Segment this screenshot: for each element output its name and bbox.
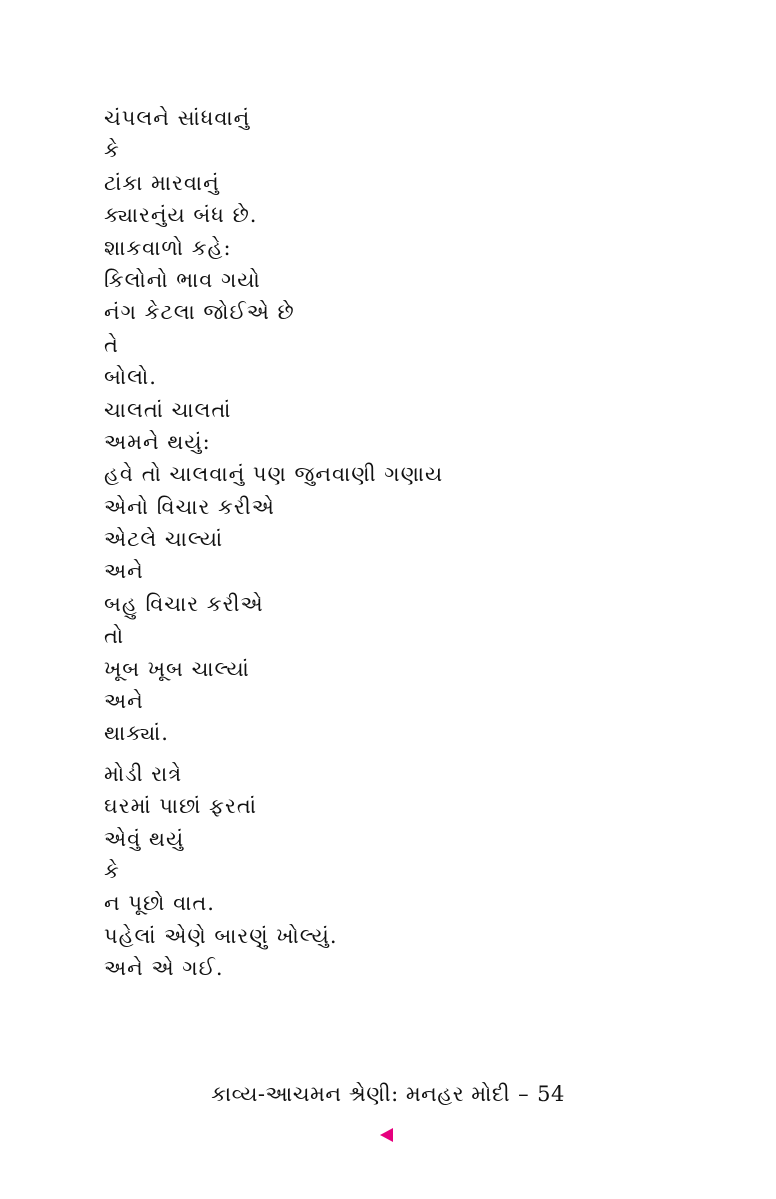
poem-line: અમને થયું: bbox=[104, 429, 211, 454]
poem-line: અને bbox=[104, 559, 144, 584]
page-number: 54 bbox=[537, 1082, 565, 1106]
poem-line: ટાંકા મારવાનું bbox=[104, 170, 220, 195]
poem-line: બહુ વિચાર કરીએ bbox=[104, 591, 264, 616]
poem-line: નંગ કેટલા જોઈએ છે bbox=[104, 300, 295, 325]
series-credit: કાવ્ય-આચમન શ્રેણી: મનહર મોદી bbox=[211, 1082, 511, 1106]
poem-line: હવે તો ચાલવાનું પણ જુનવાણી ગણાય bbox=[104, 462, 444, 487]
poem-line: અને એ ગઈ. bbox=[104, 956, 224, 981]
poem-line: કે bbox=[104, 858, 120, 883]
stanza-2 bbox=[104, 758, 704, 985]
poem-line: કે bbox=[104, 138, 120, 163]
poem-line: મોડી રાત્રે bbox=[104, 761, 183, 786]
poem-line: ચંપલને સાંધવાનું bbox=[104, 106, 251, 130]
poem-line: ન પૂછો વાત. bbox=[104, 891, 215, 916]
poem-line: ક્યારનુંય બંધ છે. bbox=[104, 203, 258, 228]
poem-line: શાકવાળો કહે: bbox=[104, 235, 232, 260]
page-footer bbox=[0, 1078, 776, 1110]
poem-line: એનો વિચાર કરીએ bbox=[104, 494, 275, 519]
stanza-1 bbox=[104, 102, 704, 750]
poem-line: તે bbox=[104, 332, 119, 357]
poem-body bbox=[104, 102, 704, 985]
poem-line: થાક્યાં. bbox=[104, 721, 169, 746]
poem-line: ચાલતાં ચાલતાં bbox=[104, 397, 232, 422]
previous-page-icon[interactable] bbox=[380, 1128, 393, 1142]
poem-line: ખૂબ ખૂબ ચાલ્યાં bbox=[104, 656, 250, 681]
poem-line: એવું થયું bbox=[104, 826, 185, 851]
poem-line: એટલે ચાલ્યાં bbox=[104, 527, 224, 552]
poem-line: તો bbox=[104, 624, 125, 649]
poem-line: બોલો. bbox=[104, 365, 157, 390]
poem-line: કિલોનો ભાવ ગયો bbox=[104, 267, 261, 292]
poem-line: અને bbox=[104, 689, 144, 714]
footer-separator: – bbox=[518, 1082, 530, 1106]
poem-line: પહેલાં એણે બારણું ખોલ્યું. bbox=[104, 923, 338, 948]
poem-line: ઘરમાં પાછાં ફરતાં bbox=[104, 794, 257, 819]
